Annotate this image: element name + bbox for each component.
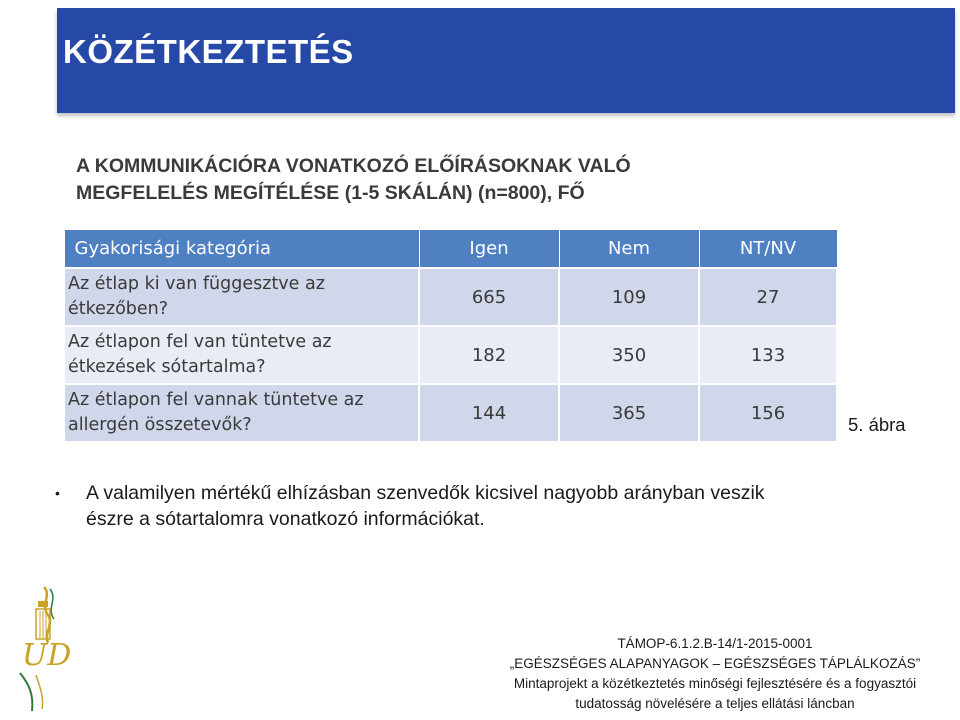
university-logo	[14, 583, 72, 713]
question-line: Az étlapon fel van tüntetve az	[68, 332, 332, 352]
header-igen: Igen	[419, 230, 559, 269]
footer-project-info	[505, 634, 925, 714]
question-line: étkezések sótartalma?	[68, 357, 266, 377]
cell-igen: 665	[419, 268, 559, 326]
university-logo-icon	[14, 583, 72, 713]
table-row	[64, 326, 837, 384]
cell-nem: 350	[559, 326, 699, 384]
cell-ntnv: 156	[699, 384, 837, 442]
logo-letters: UD	[22, 638, 72, 673]
cell-igen: 144	[419, 384, 559, 442]
bullet-text	[86, 480, 866, 532]
row-question	[64, 326, 419, 384]
header-category: Gyakorisági kategória	[64, 230, 419, 269]
figure-label: 5. ábra	[848, 414, 906, 435]
table-row	[64, 268, 837, 326]
survey-table	[63, 229, 838, 443]
footer-line-3: Mintaprojekt a közétkeztetés minőségi fejlesztésére és a fogyasztói	[513, 676, 917, 691]
cell-nem: 109	[559, 268, 699, 326]
subtitle-line-1: A KOMMUNIKÁCIÓRA VONATKOZÓ ELŐÍRÁSOKNAK VALÓ	[76, 155, 631, 177]
cell-ntnv: 133	[699, 326, 837, 384]
subtitle-line-2: MEGFELELÉS MEGÍTÉLÉSE (1-5 SKÁLÁN) (n=800), FŐ	[76, 182, 585, 204]
question-line: étkezőben?	[68, 299, 169, 319]
bullet-line-1: A valamilyen mértékű elhízásban szenvedők kicsivel nagyobb arányban veszik	[86, 482, 765, 504]
slide-title: KÖZÉTKEZTETÉS	[63, 33, 354, 70]
slide-subtitle	[76, 153, 836, 207]
row-question	[64, 384, 419, 442]
question-line: Az étlapon fel vannak tüntetve az	[68, 390, 364, 410]
footer-line-1: TÁMOP-6.1.2.B-14/1-2015-0001	[617, 636, 813, 651]
cell-igen: 182	[419, 326, 559, 384]
cell-ntnv: 27	[699, 268, 837, 326]
bullet-icon: •	[55, 485, 60, 501]
cell-nem: 365	[559, 384, 699, 442]
title-band	[57, 8, 955, 113]
table-row	[64, 384, 837, 442]
bullet-line-2: észre a sótartalomra vonatkozó információkat.	[86, 508, 485, 530]
header-ntnv: NT/NV	[699, 230, 837, 269]
footer-line-2: „EGÉSZSÉGES ALAPANYAGOK – EGÉSZSÉGES TÁPLÁLKOZÁS”	[509, 656, 921, 671]
question-line: allergén összetevők?	[68, 415, 252, 435]
footer-line-4: tudatosság növelésére a teljes ellátási láncban	[575, 696, 855, 711]
header-nem: Nem	[559, 230, 699, 269]
table-header-row	[64, 230, 837, 269]
row-question	[64, 268, 419, 326]
question-line: Az étlap ki van függesztve az	[68, 274, 325, 294]
